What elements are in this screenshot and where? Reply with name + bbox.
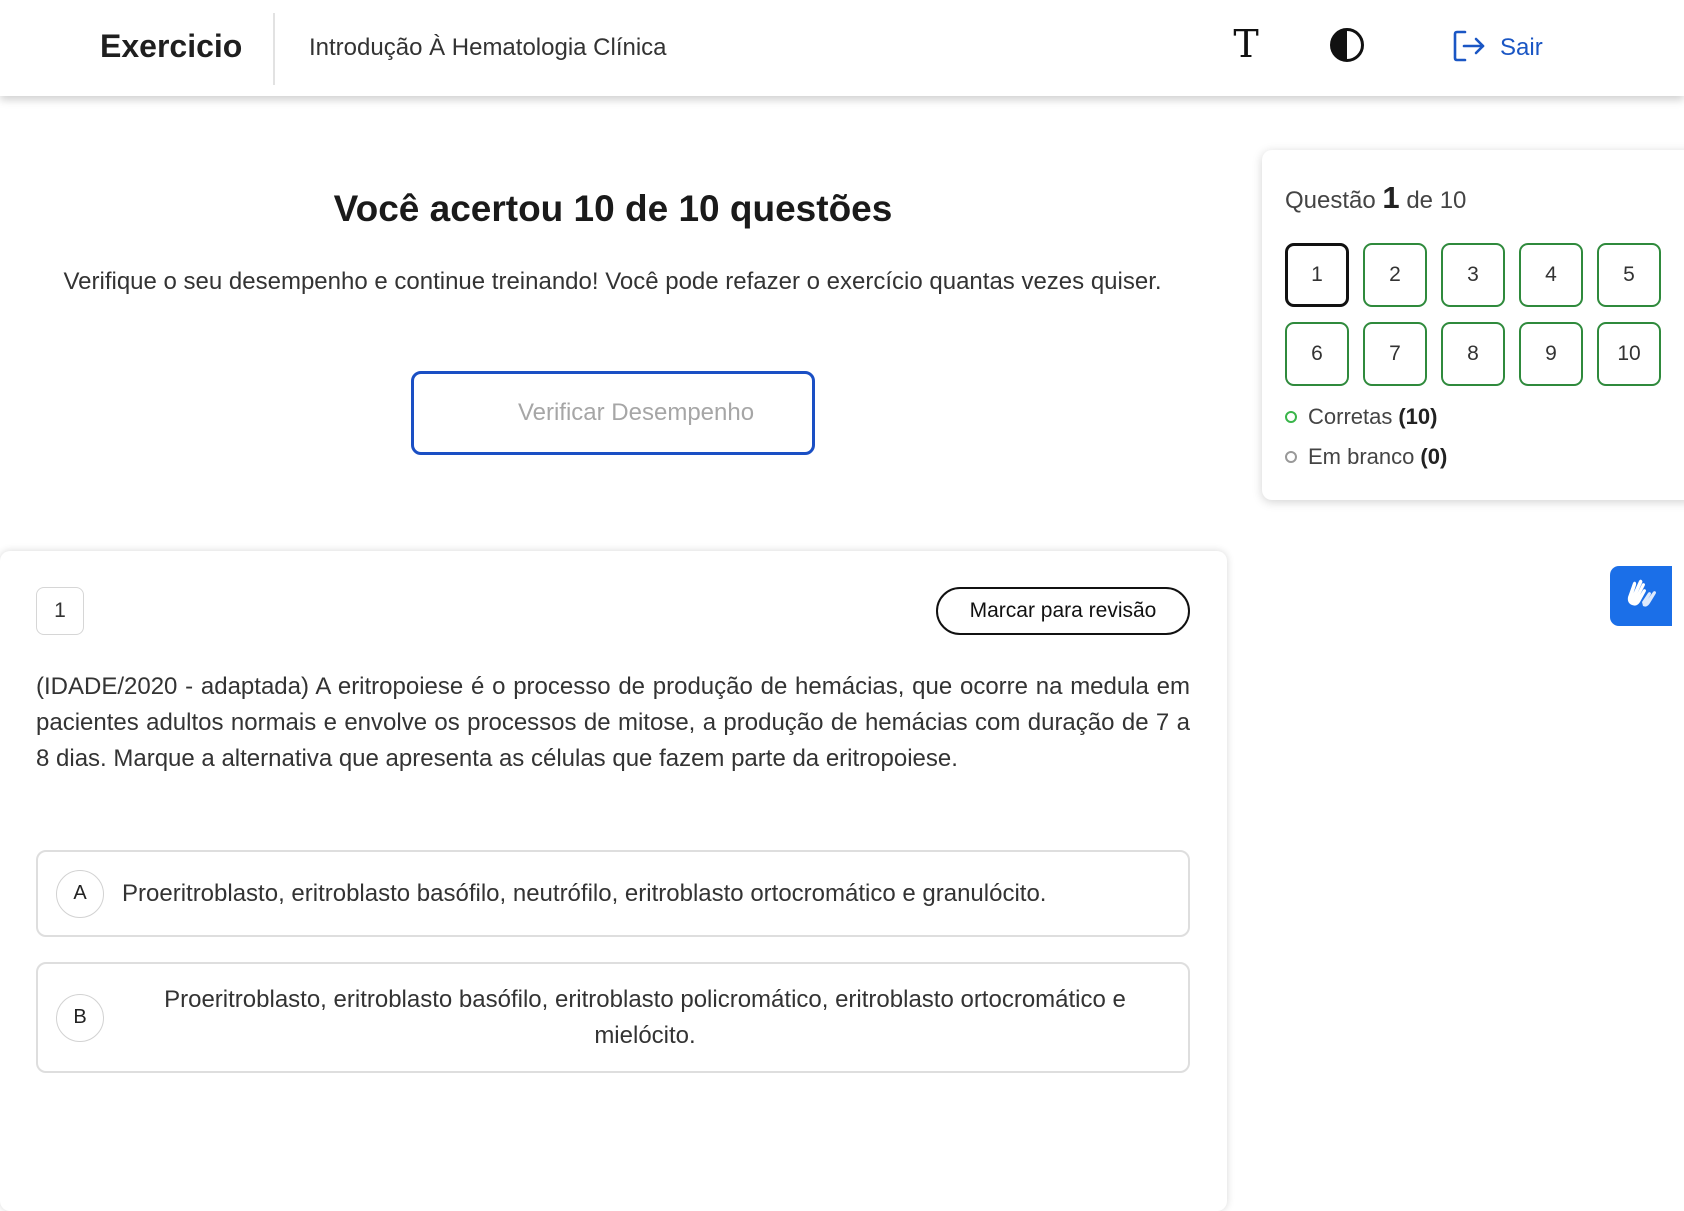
option-b[interactable] bbox=[36, 962, 1190, 1073]
question-button-8[interactable]: 8 bbox=[1441, 322, 1505, 386]
logout-icon bbox=[1452, 29, 1486, 68]
legend-correct-count: (10) bbox=[1398, 404, 1438, 429]
question-button-1[interactable]: 1 bbox=[1285, 243, 1349, 307]
top-header bbox=[0, 0, 1684, 96]
mark-for-review-button[interactable]: Marcar para revisão bbox=[936, 587, 1190, 635]
question-button-10[interactable]: 10 bbox=[1597, 322, 1661, 386]
question-navigator bbox=[1262, 150, 1684, 500]
question-button-5[interactable]: 5 bbox=[1597, 243, 1661, 307]
contrast-icon[interactable] bbox=[1329, 27, 1365, 63]
option-text: Proeritroblasto, eritroblasto basófilo, eritroblasto policromático, eritroblasto ortocromático e mielócito. bbox=[164, 985, 1126, 1049]
font-size-icon[interactable]: T bbox=[1233, 22, 1259, 66]
sign-language-hands-icon bbox=[1622, 575, 1660, 618]
correct-dot-icon bbox=[1285, 411, 1297, 423]
legend-correct-label: Corretas bbox=[1308, 404, 1393, 429]
question-card bbox=[0, 551, 1227, 1211]
navigator-prefix: Questão bbox=[1285, 187, 1376, 214]
question-button-3[interactable]: 3 bbox=[1441, 243, 1505, 307]
legend-blank bbox=[1285, 444, 1447, 470]
result-title: Você acertou 10 de 10 questões bbox=[333, 188, 893, 229]
question-grid bbox=[1285, 243, 1661, 386]
navigator-current-number: 1 bbox=[1382, 180, 1400, 215]
navigator-title bbox=[1285, 180, 1466, 216]
question-button-6[interactable]: 6 bbox=[1285, 322, 1349, 386]
question-button-9[interactable]: 9 bbox=[1519, 322, 1583, 386]
brand-title: Exercicio bbox=[100, 28, 243, 64]
result-description: Verifique o seu desempenho e continue treinando! Você pode refazer o exercício quantas vezes quiser. bbox=[63, 268, 1162, 295]
option-a[interactable] bbox=[36, 850, 1190, 937]
question-text: (IDADE/2020 - adaptada) A eritropoiese é o processo de produção de hemácias, que ocorre na medula em pacientes adultos normais e envolve os processos de mitose, a produção de hemácias com duração de 7 a 8 dias. Marque a alternativa que apresenta as células que fazem parte da eritropoiese. bbox=[36, 673, 1190, 772]
option-letter: B bbox=[56, 994, 104, 1042]
course-title: Introdução À Hematologia Clínica bbox=[309, 34, 667, 61]
question-button-4[interactable]: 4 bbox=[1519, 243, 1583, 307]
header-divider bbox=[273, 13, 275, 85]
blank-dot-icon bbox=[1285, 451, 1297, 463]
legend-blank-count: (0) bbox=[1420, 444, 1448, 469]
sign-language-button[interactable] bbox=[1610, 566, 1672, 626]
option-letter: A bbox=[56, 870, 104, 918]
question-number-badge: 1 bbox=[36, 587, 84, 635]
legend-blank-label: Em branco bbox=[1308, 444, 1415, 469]
logout-label: Sair bbox=[1500, 34, 1543, 61]
logout-button[interactable] bbox=[1452, 28, 1543, 68]
navigator-suffix: de 10 bbox=[1406, 187, 1467, 214]
verify-performance-button[interactable]: Verificar Desempenho bbox=[411, 371, 815, 455]
question-button-7[interactable]: 7 bbox=[1363, 322, 1427, 386]
question-button-2[interactable]: 2 bbox=[1363, 243, 1427, 307]
option-text: Proeritroblasto, eritroblasto basófilo, neutrófilo, eritroblasto ortocromático e granulócito. bbox=[122, 879, 1047, 907]
legend-correct bbox=[1285, 404, 1437, 430]
